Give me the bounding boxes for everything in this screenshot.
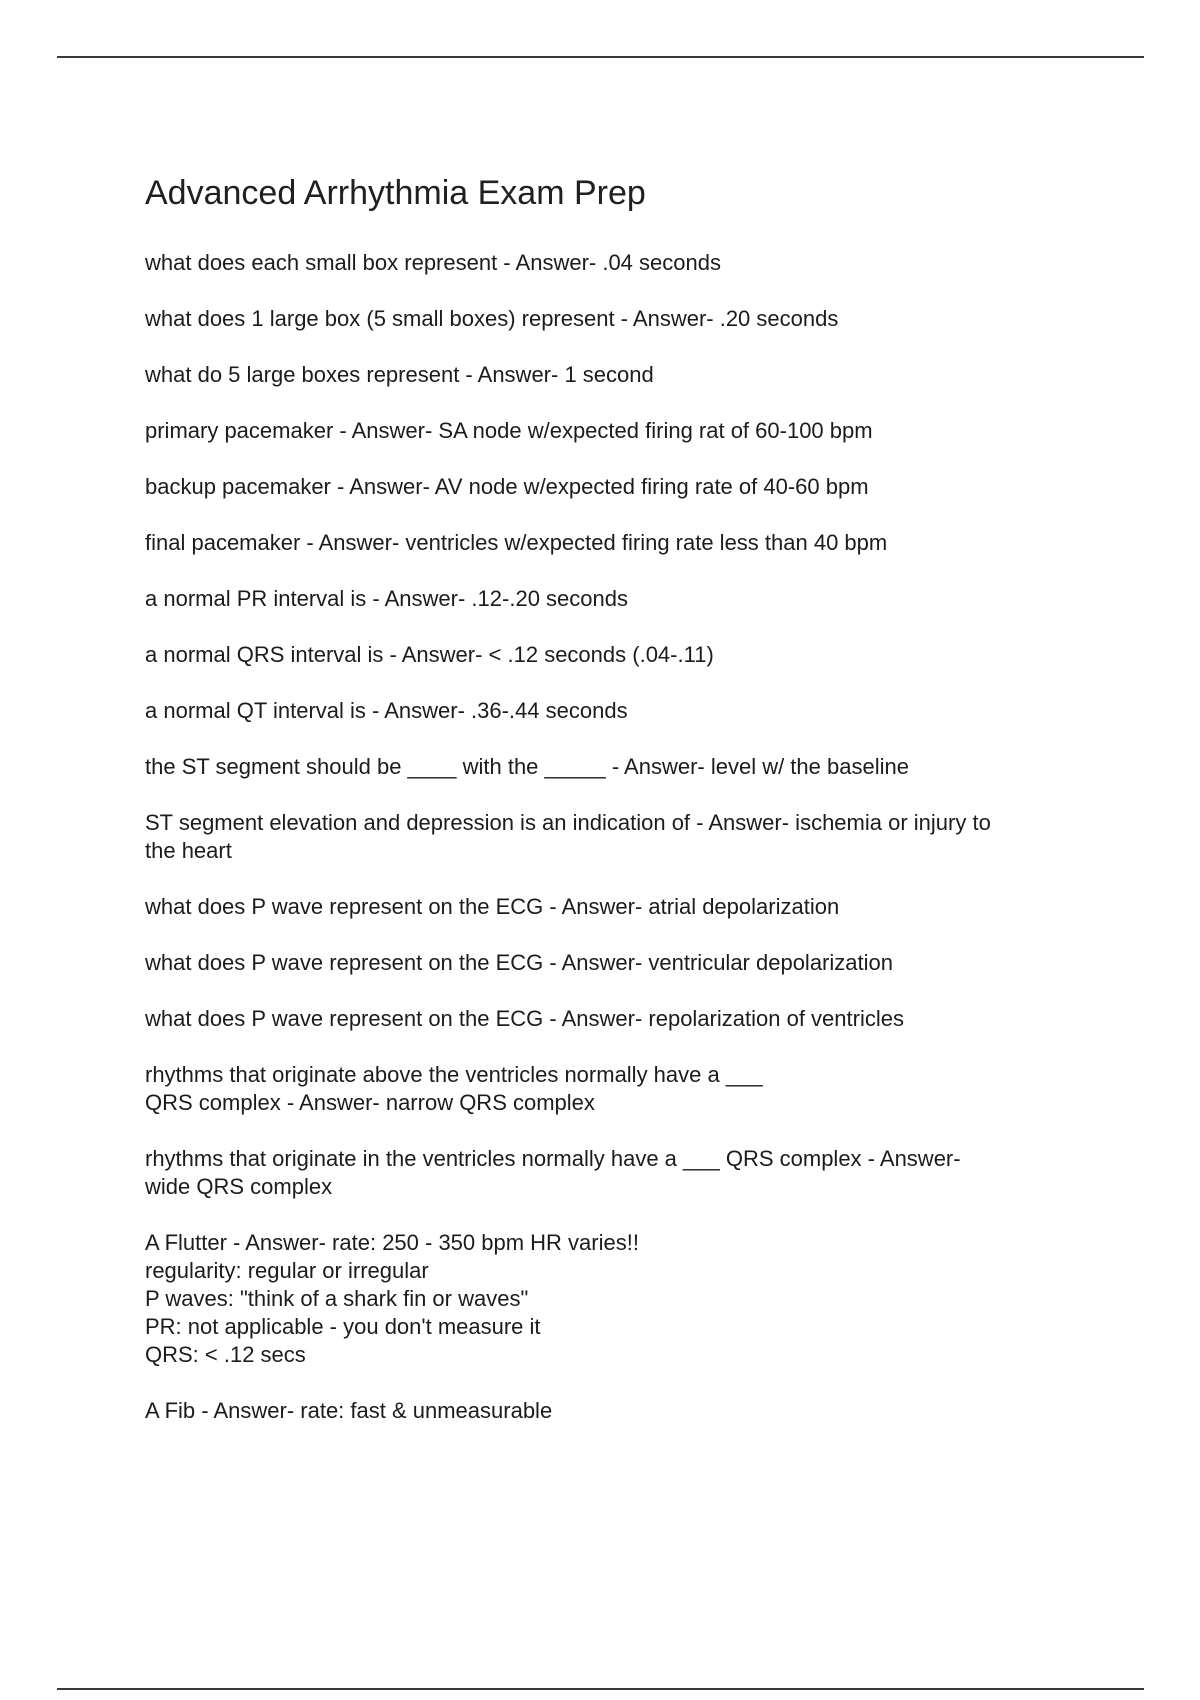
qa-item: what do 5 large boxes represent - Answer- 1 second [145, 362, 654, 387]
qa-item: ST segment elevation and depression is an indication of - Answer- ischemia or injury to the heart [145, 810, 991, 863]
qa-item: rhythms that originate in the ventricles normally have a ___ QRS complex - Answer- wide QRS complex [145, 1146, 961, 1199]
qa-item: final pacemaker - Answer- ventricles w/expected firing rate less than 40 bpm [145, 530, 888, 555]
bottom-rule [57, 1688, 1144, 1690]
document-body [145, 168, 1085, 1453]
qa-item: the ST segment should be ____ with the _____ - Answer- level w/ the baseline [145, 754, 909, 779]
qa-item: A Fib - Answer- rate: fast & unmeasurable [145, 1398, 553, 1423]
qa-item: primary pacemaker - Answer- SA node w/expected firing rat of 60-100 bpm [145, 418, 873, 443]
qa-item: rhythms that originate above the ventricles normally have a ___ QRS complex - Answer- narrow QRS complex [145, 1062, 763, 1115]
qa-item: what does P wave represent on the ECG - Answer- repolarization of ventricles [145, 1006, 904, 1031]
qa-item: what does P wave represent on the ECG - Answer- ventricular depolarization [145, 950, 893, 975]
qa-item: a normal QT interval is - Answer- .36-.44 seconds [145, 698, 628, 723]
qa-item: what does each small box represent - Answer- .04 seconds [145, 250, 721, 275]
qa-item: what does 1 large box (5 small boxes) represent - Answer- .20 seconds [145, 306, 839, 331]
qa-item: a normal PR interval is - Answer- .12-.20 seconds [145, 586, 628, 611]
qa-item: backup pacemaker - Answer- AV node w/expected firing rate of 40-60 bpm [145, 474, 869, 499]
document-title: Advanced Arrhythmia Exam Prep [145, 174, 646, 212]
top-rule [57, 56, 1144, 58]
qa-item: what does P wave represent on the ECG - Answer- atrial depolarization [145, 894, 840, 919]
qa-item: a normal QRS interval is - Answer- < .12 seconds (.04-.11) [145, 642, 714, 667]
qa-item: A Flutter - Answer- rate: 250 - 350 bpm HR varies!! regularity: regular or irregular P waves: "think of a shark fin or waves" PR: not applicable - you don't measure it QRS: < .12 secs [145, 1230, 639, 1367]
